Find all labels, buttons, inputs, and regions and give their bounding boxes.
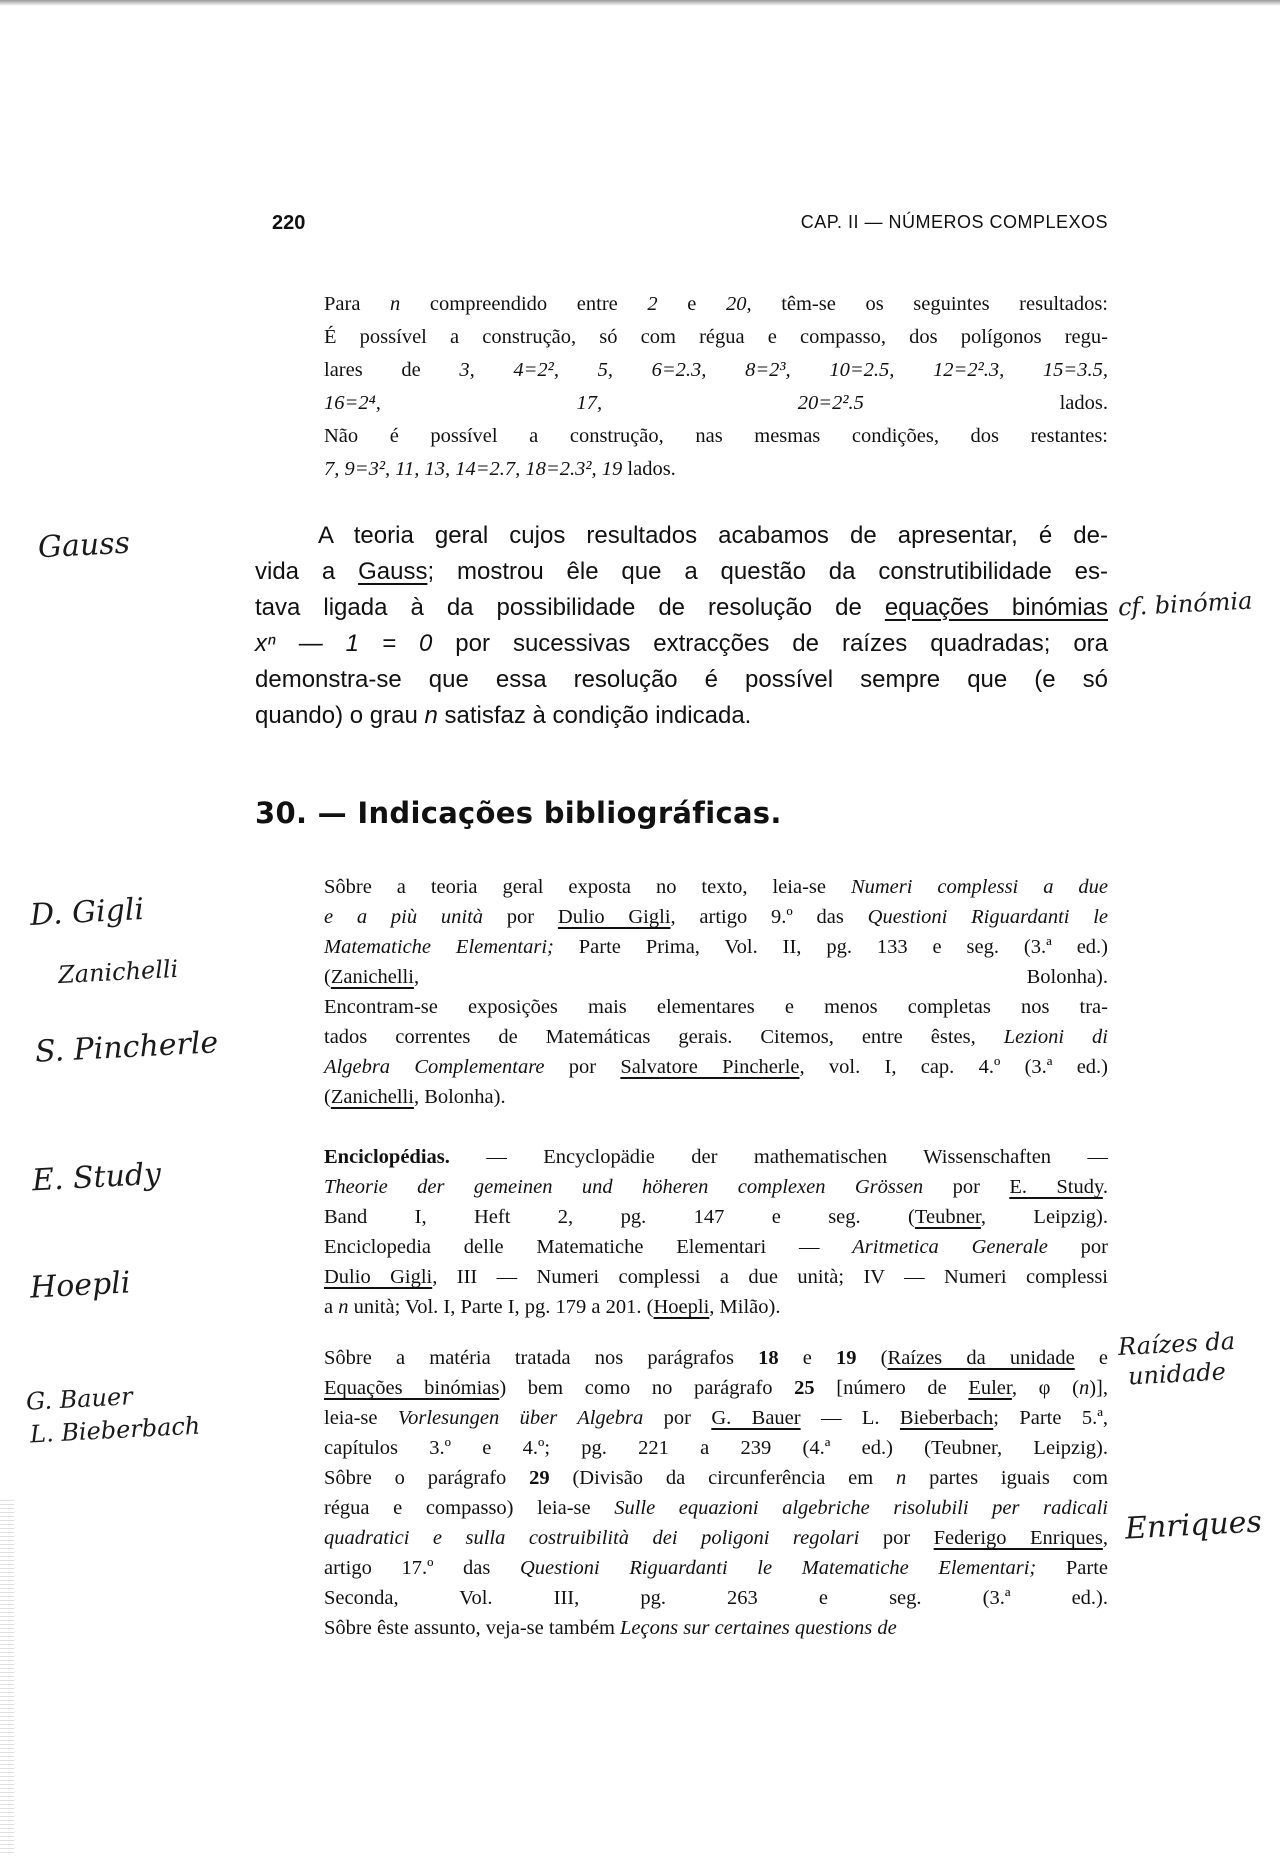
- text-run: , Bolonha).: [413, 1086, 506, 1108]
- text-line: [324, 1583, 1108, 1613]
- text-line: [324, 288, 1108, 321]
- italic-text: quadratici e sulla costruibilità dei poligoni regolari: [324, 1527, 860, 1549]
- italic-text: Questioni Riguardanti le Matematiche Elementari;: [520, 1557, 1037, 1579]
- underlined-text: G. Bauer: [711, 1407, 801, 1429]
- text-run: É possível a construção, só com régua e compasso, dos polígonos regu-: [324, 326, 1108, 348]
- text-run: A teoria geral cujos resultados acabamos de apresentar, é de-: [318, 522, 1108, 549]
- main-paragraph: [255, 518, 1108, 734]
- section-heading: 30. — Indicações bibliográficas.: [255, 796, 782, 830]
- text-run: artigo 17.º das: [324, 1557, 520, 1579]
- margin-note-hoepli: Hoepli: [29, 1265, 132, 1306]
- underlined-text: Dulio Gigli: [324, 1266, 433, 1288]
- text-line: [324, 1493, 1108, 1523]
- margin-note-pincherle: S. Pincherle: [34, 1025, 220, 1070]
- text-line: [324, 992, 1108, 1022]
- text-run: [número de: [814, 1377, 969, 1399]
- underlined-text: Salvatore Pincherle: [620, 1056, 800, 1078]
- margin-note-gauss: Gauss: [37, 525, 131, 566]
- text-line: [255, 518, 1108, 554]
- text-line: [255, 698, 1108, 734]
- bold-text: 18: [758, 1347, 779, 1369]
- text-run: tados correntes de Matemáticas gerais. Citemos, entre êstes,: [324, 1026, 1004, 1048]
- text-run: , vol. I, cap. 4.º (3.ª ed.): [799, 1056, 1108, 1078]
- underlined-text: Hoepli: [653, 1296, 710, 1318]
- text-run: leia-se: [324, 1407, 398, 1429]
- text-run: Seconda, Vol. III, pg. 263 e seg. (3.ª ed.).: [324, 1587, 1108, 1609]
- scan-edge-left: [0, 1500, 14, 1856]
- text-run: partes iguais com: [906, 1467, 1108, 1489]
- text-line: [324, 1523, 1108, 1553]
- italic-text: n: [390, 293, 401, 315]
- text-run: — Encyclopädie der mathematischen Wissenschaften —: [449, 1146, 1108, 1168]
- margin-note-binomia: cf. binómia: [1117, 586, 1254, 622]
- text-run: ; Parte 5.ª,: [993, 1407, 1108, 1429]
- text-line: [324, 1292, 1108, 1322]
- text-run: e: [657, 293, 726, 315]
- text-line: [255, 554, 1108, 590]
- text-line: [255, 662, 1108, 698]
- text-run: Parte: [1036, 1557, 1109, 1579]
- text-run: Sôbre a matéria tratada nos parágrafos: [324, 1347, 759, 1369]
- italic-text: Leçons sur certaines questions de: [620, 1617, 897, 1639]
- italic-text: 16=2⁴, 17, 20=2².5: [324, 392, 864, 414]
- text-run: Para: [324, 293, 391, 315]
- italic-text: xⁿ — 1 = 0: [255, 630, 433, 657]
- text-line: [324, 1052, 1108, 1082]
- italic-text: n: [896, 1467, 907, 1489]
- underlined-text: equações binómias: [884, 594, 1108, 621]
- text-line: [324, 387, 1108, 420]
- text-line: [324, 1142, 1108, 1172]
- text-line: [324, 962, 1108, 992]
- text-run: por: [923, 1176, 1010, 1198]
- italic-text: Lezioni di: [1003, 1026, 1108, 1048]
- text-run: unità; Vol. I, Parte I, pg. 179 a 201. (: [348, 1296, 654, 1318]
- underlined-text: Dulio Gigli: [557, 906, 671, 928]
- text-line: [255, 626, 1108, 662]
- text-run: por: [1047, 1236, 1108, 1258]
- text-run: (: [324, 966, 331, 988]
- margin-note-zanichelli: Zanichelli: [57, 954, 179, 990]
- text-run: , φ (: [1011, 1377, 1079, 1399]
- scan-edge: [0, 0, 1280, 6]
- text-run: lados.: [622, 458, 676, 480]
- text-line: [324, 1232, 1108, 1262]
- text-run: (Divisão da circunferência em: [549, 1467, 897, 1489]
- italic-text: 2: [647, 293, 658, 315]
- text-line: [324, 1343, 1108, 1373]
- text-line: [324, 1172, 1108, 1202]
- text-run: por: [544, 1056, 621, 1078]
- italic-text: Aritmetica Generale: [852, 1236, 1048, 1258]
- margin-note-gigli: D. Gigli: [29, 892, 145, 933]
- results-block: [324, 288, 1108, 486]
- underlined-text: Bieberbach: [899, 1407, 994, 1429]
- italic-text: Vorlesungen über Algebra: [397, 1407, 644, 1429]
- margin-note-enriques: Enriques: [1124, 1504, 1263, 1547]
- italic-text: 7, 9=3², 11, 13, 14=2.7, 18=2.3², 19: [324, 458, 623, 480]
- text-line: [324, 1262, 1108, 1292]
- underlined-text: Teubner: [914, 1206, 981, 1228]
- italic-text: Algebra Complementare: [324, 1056, 545, 1078]
- bold-text: 19: [836, 1347, 857, 1369]
- text-line: [324, 1373, 1108, 1403]
- text-run: compreendido entre: [400, 293, 648, 315]
- text-run: , III — Numeri complessi a due unità; IV — Numeri complessi: [432, 1266, 1108, 1288]
- text-run: , têm-se os seguintes resultados:: [746, 293, 1109, 315]
- margin-note-bauer: G. Bauer: [25, 1382, 134, 1416]
- text-run: lados.: [863, 392, 1108, 414]
- text-run: vida a: [255, 558, 359, 585]
- text-run: Não é possível a construção, nas mesmas condições, dos restantes:: [324, 425, 1108, 447]
- text-run: Enciclopedia delle Matematiche Elementari —: [324, 1236, 853, 1258]
- text-line: [324, 1463, 1108, 1493]
- text-line: [324, 420, 1108, 453]
- running-title: CAP. II — NÚMEROS COMPLEXOS: [800, 212, 1108, 232]
- text-line: [324, 321, 1108, 354]
- text-run: )],: [1089, 1377, 1108, 1399]
- text-run: por sucessivas extracções de raízes quadradas; ora: [432, 630, 1109, 657]
- page-number: 220: [272, 212, 306, 234]
- text-line: [324, 453, 1108, 486]
- text-line: [324, 1433, 1108, 1463]
- text-run: .: [1102, 1176, 1108, 1198]
- margin-note-raizes: Raízes da: [1117, 1326, 1236, 1362]
- text-run: e: [778, 1347, 837, 1369]
- text-line: [324, 354, 1108, 387]
- underlined-text: Zanichelli: [330, 1086, 414, 1108]
- margin-note-bieberbach: L. Bieberbach: [29, 1411, 201, 1449]
- italic-text: 3, 4=2², 5, 6=2.3, 8=2³, 10=2.5, 12=2².3, 15=3.5,: [459, 359, 1108, 381]
- text-run: (: [856, 1347, 888, 1369]
- text-run: por: [643, 1407, 712, 1429]
- text-run: (: [324, 1086, 331, 1108]
- text-run: capítulos 3.º e 4.º; pg. 221 a 239 (4.ª ed.) (Teubner, Leipzig).: [324, 1437, 1108, 1459]
- text-line: [324, 1553, 1108, 1583]
- underlined-text: E. Study: [1009, 1176, 1103, 1198]
- italic-text: n: [424, 702, 438, 729]
- text-run: , Bolonha).: [413, 966, 1108, 988]
- margin-note-study: E. Study: [31, 1156, 162, 1199]
- bold-text: 25: [794, 1377, 815, 1399]
- text-run: Sôbre êste assunto, veja-se também: [324, 1617, 621, 1639]
- bold-text: 29: [529, 1467, 550, 1489]
- underlined-text: Gauss: [358, 558, 428, 585]
- text-run: ,: [1102, 1527, 1108, 1549]
- underlined-text: Federigo Enriques: [933, 1527, 1103, 1549]
- italic-text: n: [1078, 1377, 1090, 1399]
- italic-text: Questioni Riguardanti le: [867, 906, 1109, 928]
- text-run: , Milão).: [709, 1296, 781, 1318]
- text-run: Band I, Heft 2, pg. 147 e seg. (: [324, 1206, 915, 1228]
- text-run: satisfaz à condição indicada.: [437, 702, 752, 729]
- text-run: por: [483, 906, 558, 928]
- text-run: , Leipzig).: [980, 1206, 1108, 1228]
- text-run: tava ligada à da possibilidade de resolução de: [255, 594, 885, 621]
- italic-text: Numeri complessi a due: [850, 876, 1108, 898]
- text-run: Sôbre o parágrafo: [324, 1467, 530, 1489]
- text-line: [324, 1022, 1108, 1052]
- text-line: [324, 1082, 1108, 1112]
- text-run: ) bem como no parágrafo: [499, 1377, 795, 1399]
- bibliography-general: [324, 872, 1108, 1112]
- underlined-text: Raízes da unidade: [887, 1347, 1075, 1369]
- bold-text: Enciclopédias.: [324, 1146, 450, 1168]
- underlined-text: Zanichelli: [330, 966, 414, 988]
- text-run: a: [324, 1296, 339, 1318]
- underlined-text: Equações binómias: [324, 1377, 500, 1399]
- bibliography-encyclopedias: [324, 1142, 1108, 1322]
- text-run: lares de: [324, 359, 460, 381]
- italic-text: n: [338, 1296, 349, 1318]
- text-run: quando) o grau: [255, 702, 425, 729]
- text-run: por: [859, 1527, 934, 1549]
- italic-text: Sulle equazioni algebriche risolubili per radicali: [614, 1497, 1109, 1519]
- text-run: ; mostrou êle que a questão da construtibilidade es-: [427, 558, 1108, 585]
- text-line: [324, 932, 1108, 962]
- text-run: Parte Prima, Vol. II, pg. 133 e seg. (3.ª ed.): [553, 936, 1109, 958]
- underlined-text: Euler: [968, 1377, 1012, 1399]
- text-run: Encontram-se exposições mais elementares e menos completas nos tra-: [324, 996, 1108, 1018]
- text-run: — L.: [800, 1407, 900, 1429]
- text-line: [324, 902, 1108, 932]
- italic-text: Matematiche Elementari;: [324, 936, 554, 958]
- italic-text: e a più unità: [324, 906, 484, 928]
- text-line: [324, 1403, 1108, 1433]
- text-line: [324, 1613, 1108, 1643]
- bibliography-paragraphs: [324, 1343, 1108, 1643]
- text-line: [324, 872, 1108, 902]
- margin-note-unidade: unidade: [1127, 1357, 1227, 1391]
- text-run: régua e compasso) leia-se: [324, 1497, 615, 1519]
- text-run: , artigo 9.º das: [670, 906, 868, 928]
- italic-text: Theorie der gemeinen und höheren complexen Grössen: [324, 1176, 924, 1198]
- text-run: e: [1074, 1347, 1108, 1369]
- text-run: Sôbre a teoria geral exposta no texto, leia-se: [324, 876, 851, 898]
- text-run: demonstra-se que essa resolução é possível sempre que (e só: [255, 666, 1108, 693]
- text-line: [324, 1202, 1108, 1232]
- text-line: [255, 590, 1108, 626]
- italic-text: 20: [725, 293, 747, 315]
